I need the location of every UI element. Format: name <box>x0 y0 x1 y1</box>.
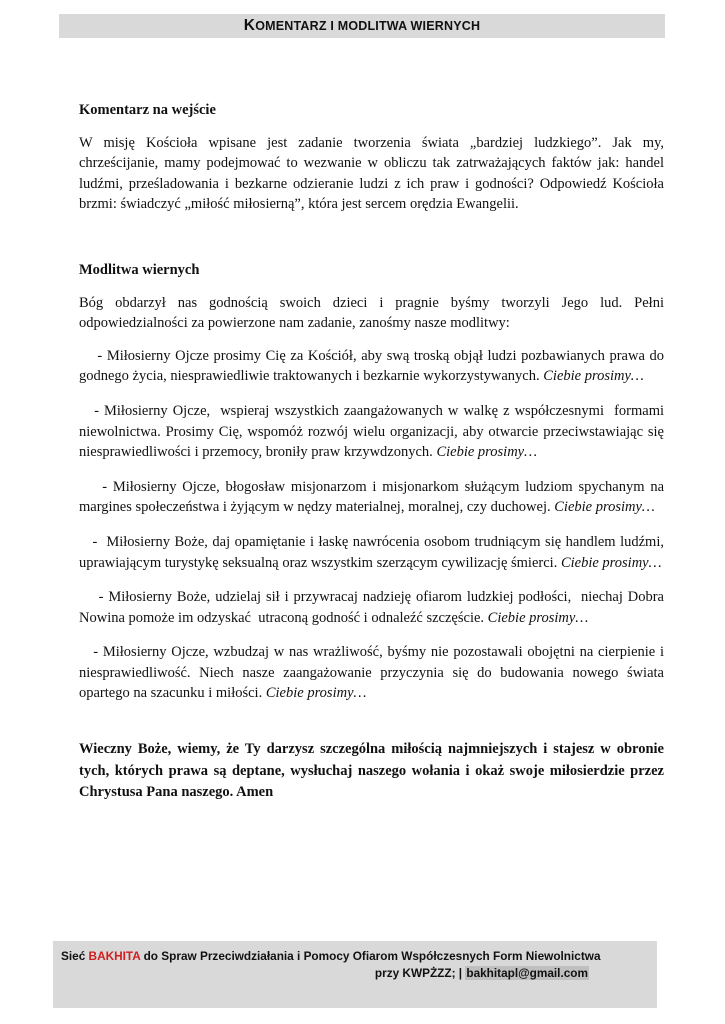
petition-text: - Miłosierny Ojcze prosimy Cię za Kościół, aby swą troską objął ludzi pozbawianych prawa do godnego życia, niesprawiedliwie traktowanych i bezkarnie wykorzystywanych. <box>79 347 668 385</box>
page-header <box>59 14 665 38</box>
footer-prefix: Sieć <box>61 949 89 963</box>
petition-item <box>79 401 668 463</box>
petition-response: Ciebie prosimy… <box>436 444 537 461</box>
petition-text: - Miłosierny Boże, daj opamiętanie i łaskę nawrócenia osobom trudniącym się handlem ludźmi, uprawiającym turystykę seksualną oraz wszystkim szerzącym cywilizację śmierci. <box>79 533 668 571</box>
petition-item <box>79 532 668 573</box>
footer-affiliation: przy KWPŻZZ; | <box>374 966 466 980</box>
petition-item <box>79 346 668 387</box>
petition-response: Ciebie prosimy… <box>554 499 655 516</box>
petition-item <box>79 587 668 628</box>
intro-text: W misję Kościoła wpisane jest zadanie tworzenia świata „bardziej ludzkiego”. Jak my, chrześcijanie, mamy podejmować to wezwanie w obliczu tak zatrważających faktów jak: handel ludźmi, prześladowania i bezkarne odzieranie ludzi z ich praw i godności? Odpowiedź Kościoła brzmi: świadczyć „miłość miłosierną”, która jest sercem orędzia Ewangelii. <box>79 134 664 213</box>
page-footer <box>53 941 657 1008</box>
header-title-initial: K <box>243 17 256 34</box>
closing-prayer: Wieczny Boże, wiemy, że Ty darzysz szczególna miłością najmniejszych i stajesz w obronie tych, których prawa są deptane, wysłuchaj naszego wołania i okaż swoje miłosierdzie przez Chrystusa Pana naszego. Amen <box>79 741 664 801</box>
petition-response: Ciebie prosimy… <box>265 685 367 702</box>
petition-text: - Miłosierny Ojcze, błogosław misjonarzom i misjonarkom służącym ludziom spychanym na margines społeczeństwa i żyjącym w nędzy materialnej, moralnej, czy duchowej. <box>79 478 668 516</box>
petition-item <box>79 642 668 704</box>
footer-contact <box>375 966 589 980</box>
footer-org-text: do Spraw Przeciwdziałania i Pomocy Ofiarom Współczesnych Form Niewolnictwa <box>140 949 601 963</box>
footer-email-link[interactable]: bakhitapl@gmail.com <box>466 966 588 980</box>
footer-organization <box>61 949 601 963</box>
petition-response: Ciebie prosimy… <box>543 368 644 385</box>
prayer-title: Modlitwa wiernych <box>79 261 200 278</box>
petition-text: - Miłosierny Ojcze, wspieraj wszystkich zaangażowanych w walkę z współczesnymi formami niewolnictwa. Prosimy Cię, wspomóż rozwój wielu organizacji, aby otwarcie przeciwstawiając się niesprawiedliwości i przemocy, broniły praw krzywdzonych. <box>79 402 668 461</box>
footer-brand: BAKHITA <box>88 949 141 963</box>
prayer-intro: Bóg obdarzył nas godnością swoich dzieci i pragnie byśmy tworzyli Jego lud. Pełni odpowiedzialności za powierzone nam zadanie, zanośmy nasze modlitwy: <box>79 294 664 332</box>
petition-response: Ciebie prosimy… <box>560 554 662 571</box>
section-spacer <box>79 215 664 260</box>
petition-item <box>79 477 668 518</box>
header-title: OMENTARZ I MODLITWA WIERNYCH <box>255 19 481 33</box>
petition-response: Ciebie prosimy… <box>487 609 589 626</box>
petition-text: - Miłosierny Ojcze, wzbudzaj w nas wrażliwość, byśmy nie pozostawali obojętni na cierpienie i niesprawiedliwość. Niech nasze zaangażowanie przyczynia się do budowania nowego świata opartego na szacunku i miłości. <box>79 644 668 702</box>
document-body <box>79 100 668 804</box>
intro-title: Komentarz na wejście <box>79 102 216 118</box>
petition-text: - Miłosierny Boże, udzielaj sił i przywracaj nadzieję ofiarom ludzkiej podłości, niechaj Dobra Nowina pomoże im odzyskać utraconą godność i odnaleźć szczęście. <box>79 589 668 626</box>
